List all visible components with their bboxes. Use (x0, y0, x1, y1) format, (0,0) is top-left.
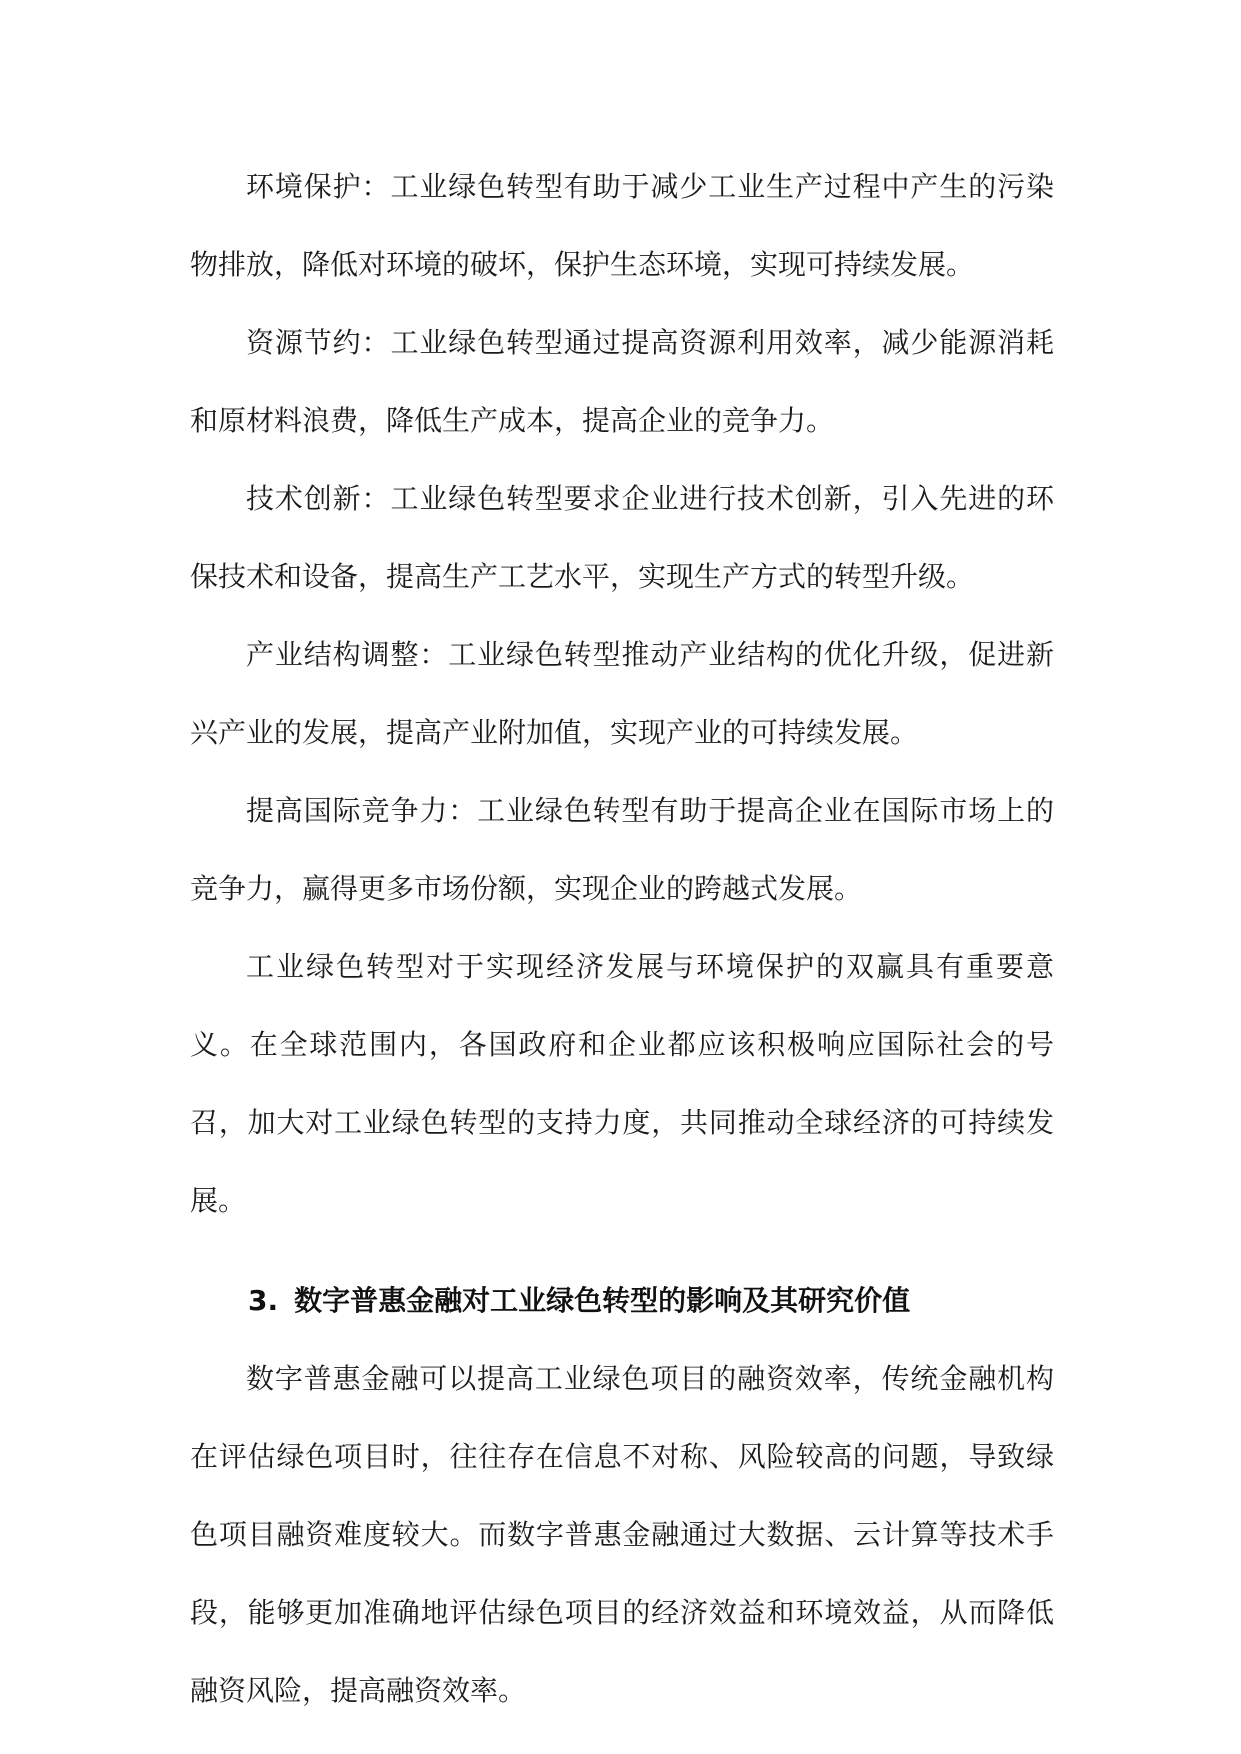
section-title: 数字普惠金融对工业绿色转型的影响及其研究价值 (294, 1284, 911, 1317)
paragraph-environmental-protection: 环境保护：工业绿色转型有助于减少工业生产过程中产生的污染物排放，降低对环境的破坏，保护生态环境，实现可持续发展。 (190, 170, 1054, 281)
document-body (190, 148, 1054, 1730)
paragraph-significance: 工业绿色转型对于实现经济发展与环境保护的双赢具有重要意义。在全球范围内，各国政府和企业都应该积极响应国际社会的号召，加大对工业绿色转型的支持力度，共同推动全球经济的可持续发展。 (190, 950, 1054, 1217)
section-number: 3. (248, 1284, 279, 1317)
paragraph-industrial-structure: 产业结构调整：工业绿色转型推动产业结构的优化升级，促进新兴产业的发展，提高产业附加值，实现产业的可持续发展。 (190, 638, 1054, 749)
section-heading (190, 1262, 1054, 1340)
paragraph-resource-saving: 资源节约：工业绿色转型通过提高资源利用效率，减少能源消耗和原材料浪费，降低生产成本，提高企业的竞争力。 (190, 326, 1054, 437)
paragraph-international-competitiveness: 提高国际竞争力：工业绿色转型有助于提高企业在国际市场上的竞争力，赢得更多市场份额，实现企业的跨越式发展。 (190, 794, 1054, 905)
paragraph-technology-innovation: 技术创新：工业绿色转型要求企业进行技术创新，引入先进的环保技术和设备，提高生产工艺水平，实现生产方式的转型升级。 (190, 482, 1054, 593)
paragraph-financing-efficiency: 数字普惠金融可以提高工业绿色项目的融资效率，传统金融机构在评估绿色项目时，往往存在信息不对称、风险较高的问题，导致绿色项目融资难度较大。而数字普惠金融通过大数据、云计算等技术手段，能够更加准确地评估绿色项目的经济效益和环境效益，从而降低融资风险，提高融资效率。 (190, 1362, 1054, 1707)
